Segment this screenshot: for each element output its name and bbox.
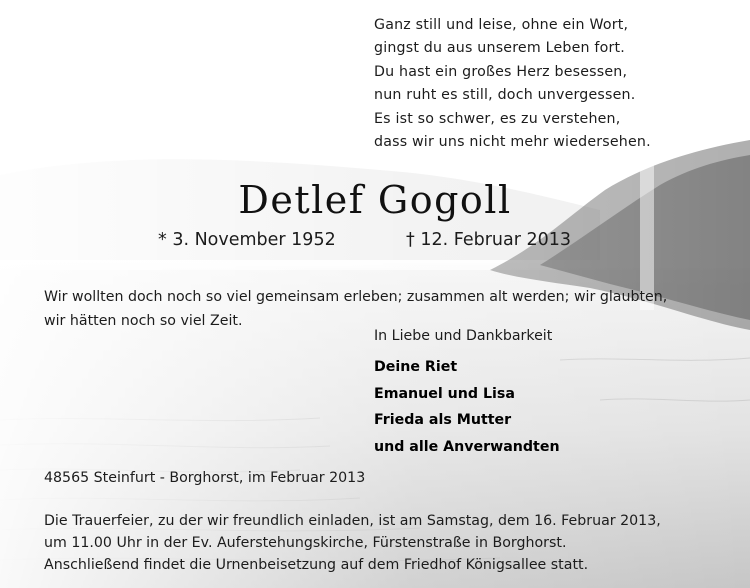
service-line: Die Trauerfeier, zu der wir freundlich einladen, ist am Samstag, dem 16. Februar 2013, [44, 513, 661, 529]
birth-date: * 3. November 1952 [158, 230, 336, 250]
service-line: Anschließend findet die Urnenbeisetzung auf dem Friedhof Königsallee statt. [44, 557, 589, 573]
message-line: Wir wollten doch noch so viel gemeinsam erleben; zusammen alt werden; wir glaubten, [44, 289, 668, 305]
poem-line: Es ist so schwer, es zu verstehen, [374, 110, 621, 127]
poem-line: Du hast ein großes Herz besessen, [374, 63, 628, 80]
family-member: Deine Riet [374, 359, 458, 375]
place-and-date: 48565 Steinfurt - Borghorst, im Februar 2013 [44, 470, 366, 486]
death-date: † 12. Februar 2013 [406, 230, 571, 250]
funeral-service-info [44, 510, 661, 576]
poem-line: Ganz still und leise, ohne ein Wort, [374, 17, 629, 33]
family-member: und alle Anverwandten [374, 438, 560, 455]
farewell-message [44, 286, 667, 333]
poem-line: gingst du aus unserem Leben fort. [374, 40, 625, 57]
service-line: um 11.00 Uhr in der Ev. Auferstehungskirche, Fürstenstraße in Borghorst. [44, 535, 567, 551]
poem-line: nun ruht es still, doch unvergessen. [374, 87, 636, 104]
family-member: Frieda als Mutter [374, 412, 512, 428]
family-list [374, 354, 560, 460]
family-member: Emanuel und Lisa [374, 385, 515, 402]
love-and-gratitude-line: In Liebe und Dankbarkeit [374, 328, 553, 344]
poem-line: dass wir uns nicht mehr wiedersehen. [374, 133, 651, 150]
message-line: wir hätten noch so viel Zeit. [44, 312, 243, 329]
deceased-name: Detlef Gogoll [238, 178, 512, 222]
memorial-poem [374, 14, 651, 154]
